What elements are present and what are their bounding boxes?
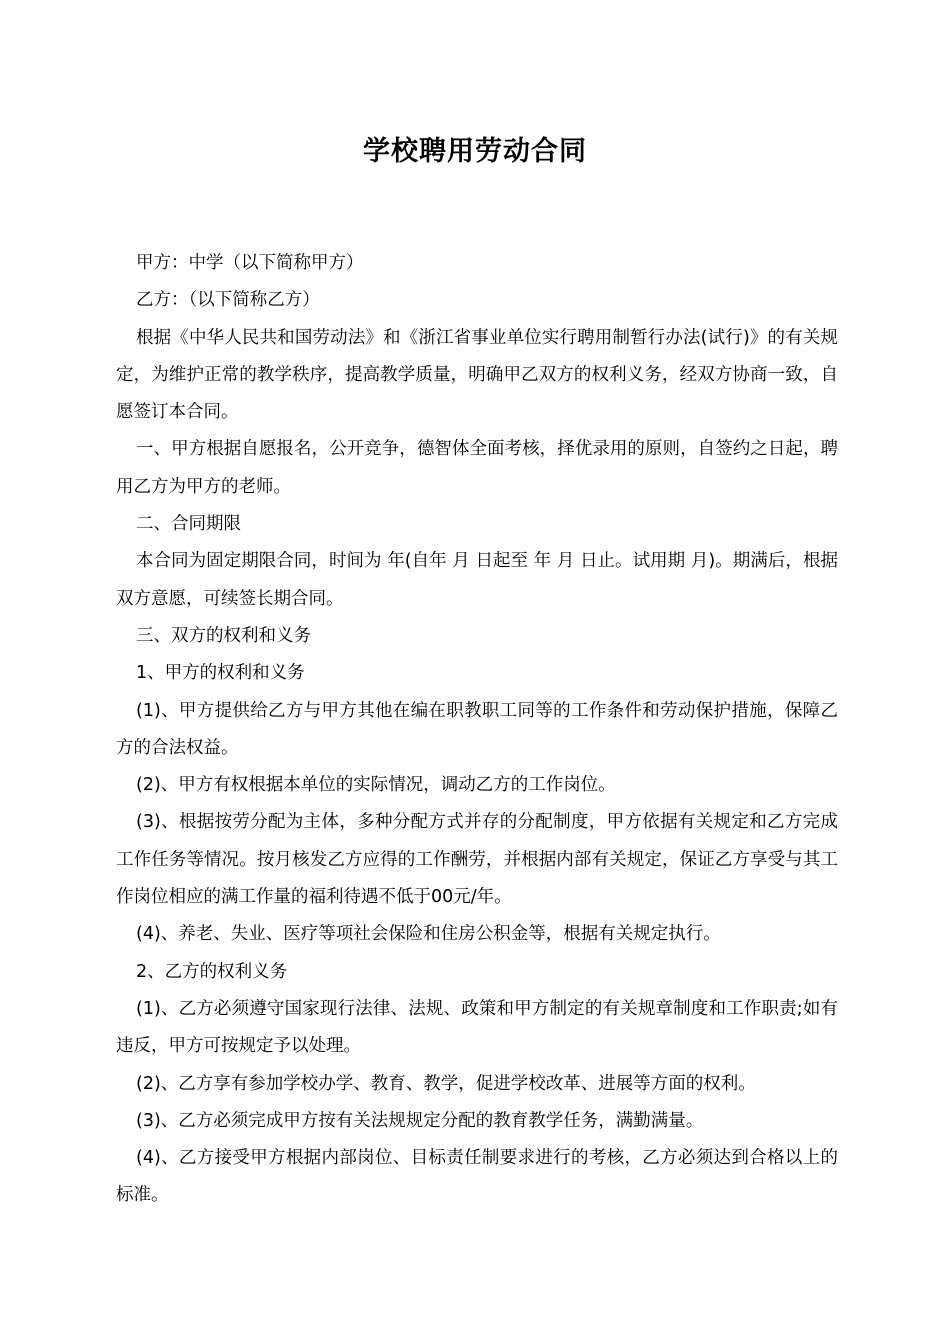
- document-body: [116, 245, 838, 1215]
- paragraph-party-a-item-4: (4)、养老、失业、医疗等项社会保险和住房公积金等，根据有关规定执行。: [136, 924, 721, 945]
- paragraph-preamble: 根据《中华人民共和国劳动法》和《浙江省事业单位实行聘用制暂行办法(试行)》的有关规定，为维护正常的教学秩序，提高教学质量，明确甲乙双方的权利义务，经双方协商一致，自愿签订本合同。: [116, 327, 838, 423]
- paragraph-party-b-item-4: (4)、乙方接受甲方根据内部岗位、目标责任制要求进行的考核，乙方必须达到合格以上的标准。: [116, 1148, 838, 1206]
- paragraph-contract-term: 本合同为固定期限合同，时间为 年(自年 月 日起至 年 月 日止。试用期 月)。期满后，根据双方意愿，可续签长期合同。: [116, 551, 838, 609]
- paragraph-party-a-item-3: (3)、根据按劳分配为主体，多种分配方式并存的分配制度，甲方依据有关规定和乙方完成工作任务等情况。按月核发乙方应得的工作酬劳，并根据内部有关规定，保证乙方享受与其工作岗位相应的满工作量的福利待遇不低于00元/年。: [116, 812, 838, 908]
- heading-party-b-rights: 2、乙方的权利义务: [136, 961, 288, 982]
- paragraph-party-a-item-2: (2)、甲方有权根据本单位的实际情况，调动乙方的工作岗位。: [136, 775, 616, 796]
- heading-party-a-rights: 1、甲方的权利和义务: [136, 663, 305, 684]
- paragraph-section-1: 一、甲方根据自愿报名，公开竞争，德智体全面考核，择优录用的原则，自签约之日起，聘用乙方为甲方的老师。: [116, 439, 838, 497]
- paragraph-party-b-item-2: (2)、乙方享有参加学校办学、教育、教学，促进学校改革、进展等方面的权利。: [136, 1073, 756, 1094]
- paragraph-party-a-item-1: (1)、甲方提供给乙方与甲方其他在编在职教职工同等的工作条件和劳动保护措施，保障乙方的合法权益。: [116, 700, 838, 758]
- paragraph-party-a: 甲方：中学（以下简称甲方）: [136, 253, 364, 273]
- heading-contract-term: 二、合同期限: [136, 514, 241, 535]
- paragraph-party-b-item-1: (1)、乙方必须遵守国家现行法律、法规、政策和甲方制定的有关规章制度和工作职责;如有违反，甲方可按规定予以处理。: [116, 998, 838, 1057]
- paragraph-party-b: 乙方：（以下简称乙方）: [136, 290, 320, 311]
- paragraph-party-b-item-3: (3)、乙方必须完成甲方按有关法规规定分配的教育教学任务，满勤满量。: [136, 1110, 704, 1131]
- heading-rights-obligations: 三、双方的权利和义务: [136, 625, 311, 646]
- document-title: 学校聘用劳动合同: [363, 136, 587, 167]
